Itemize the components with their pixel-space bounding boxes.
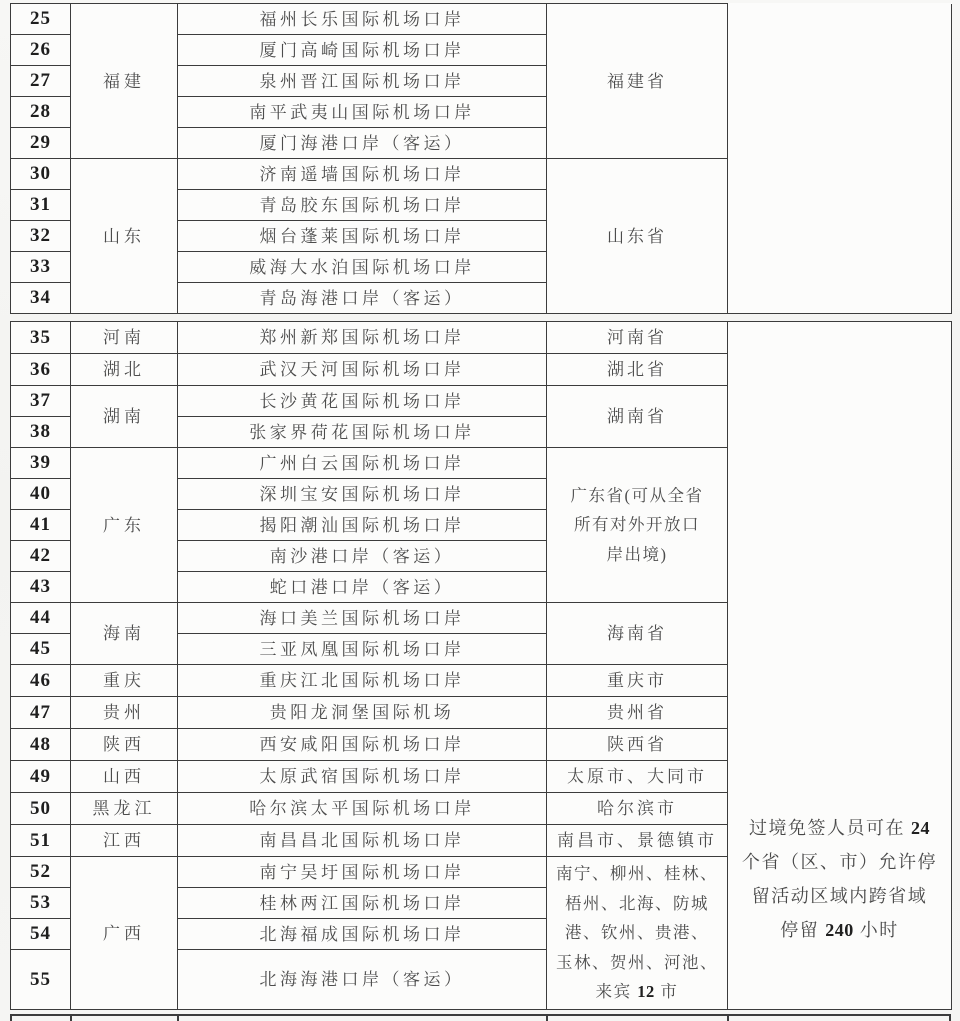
row-number-cell: 41	[11, 510, 71, 541]
region-cell: 南宁、柳州、桂林、 梧州、北海、防城 港、钦州、贵港、 玉林、贺州、河池、 来宾 12 市	[547, 857, 728, 1010]
row-number-cell: 45	[11, 634, 71, 665]
port-cell: 南宁吴圩国际机场口岸	[178, 857, 547, 888]
row-number-cell: 38	[11, 417, 71, 448]
province-cell: 福建	[71, 4, 178, 159]
province-cell: 陕西	[71, 729, 178, 761]
province-cell: 重庆	[71, 665, 178, 697]
region-cell: 河南省	[547, 322, 728, 354]
row-number-cell: 25	[11, 4, 71, 35]
port-cell: 蛇口港口岸（客运）	[178, 572, 547, 603]
port-cell: 哈尔滨太平国际机场口岸	[178, 793, 547, 825]
row-number-cell: 54	[11, 919, 71, 950]
next-table-top-edge	[10, 1014, 951, 1021]
province-cell: 广东	[71, 448, 178, 603]
port-cell: 泉州晋江国际机场口岸	[178, 66, 547, 97]
row-number-cell: 47	[11, 697, 71, 729]
region-cell: 陕西省	[547, 729, 728, 761]
region-cell: 重庆市	[547, 665, 728, 697]
port-cell: 厦门海港口岸（客运）	[178, 128, 547, 159]
row-number-cell: 40	[11, 479, 71, 510]
row-number-cell: 39	[11, 448, 71, 479]
table-grid-line	[949, 1016, 951, 1021]
port-cell: 济南遥墙国际机场口岸	[178, 159, 547, 190]
row-number-cell: 48	[11, 729, 71, 761]
port-cell: 郑州新郑国际机场口岸	[178, 322, 547, 354]
port-cell: 南平武夷山国际机场口岸	[178, 97, 547, 128]
region-cell: 哈尔滨市	[547, 793, 728, 825]
row-number-cell: 27	[11, 66, 71, 97]
row-number-cell: 34	[11, 283, 71, 314]
region-cell: 湖北省	[547, 354, 728, 386]
table-row	[11, 4, 952, 35]
row-number-cell: 44	[11, 603, 71, 634]
port-cell: 三亚凤凰国际机场口岸	[178, 634, 547, 665]
region-cell: 福建省	[547, 4, 728, 159]
port-cell: 厦门高崎国际机场口岸	[178, 35, 547, 66]
row-number-cell: 49	[11, 761, 71, 793]
province-cell: 江西	[71, 825, 178, 857]
province-cell: 河南	[71, 322, 178, 354]
port-cell: 烟台蓬莱国际机场口岸	[178, 221, 547, 252]
port-cell: 北海福成国际机场口岸	[178, 919, 547, 950]
port-cell: 福州长乐国际机场口岸	[178, 4, 547, 35]
port-cell: 重庆江北国际机场口岸	[178, 665, 547, 697]
row-number-cell: 51	[11, 825, 71, 857]
note-cell	[728, 4, 952, 314]
region-cell: 山东省	[547, 159, 728, 314]
province-cell: 山东	[71, 159, 178, 314]
row-number-cell: 33	[11, 252, 71, 283]
region-cell: 海南省	[547, 603, 728, 665]
row-number-cell: 30	[11, 159, 71, 190]
port-cell: 张家界荷花国际机场口岸	[178, 417, 547, 448]
row-number-cell: 26	[11, 35, 71, 66]
province-cell: 山西	[71, 761, 178, 793]
port-cell: 威海大水泊国际机场口岸	[178, 252, 547, 283]
port-cell: 贵阳龙洞堡国际机场	[178, 697, 547, 729]
region-cell: 太原市、大同市	[547, 761, 728, 793]
row-number-cell: 50	[11, 793, 71, 825]
port-cell: 南昌昌北国际机场口岸	[178, 825, 547, 857]
region-cell: 南昌市、景德镇市	[547, 825, 728, 857]
province-cell: 贵州	[71, 697, 178, 729]
port-cell: 青岛海港口岸（客运）	[178, 283, 547, 314]
region-cell: 广东省(可从全省 所有对外开放口 岸出境)	[547, 448, 728, 603]
table-grid-line	[177, 1016, 179, 1021]
province-cell: 湖北	[71, 354, 178, 386]
table-grid-line	[10, 1016, 12, 1021]
province-cell: 湖南	[71, 386, 178, 448]
table-grid-line	[727, 1016, 729, 1021]
ports-table-section-2	[10, 321, 952, 1010]
port-cell: 广州白云国际机场口岸	[178, 448, 547, 479]
province-cell: 海南	[71, 603, 178, 665]
port-cell: 青岛胶东国际机场口岸	[178, 190, 547, 221]
region-cell: 湖南省	[547, 386, 728, 448]
note-cell: 过境免签人员可在 24 个省（区、市）允许停 留活动区域内跨省域 停留 240 小时	[728, 322, 952, 1010]
table-row	[11, 322, 952, 354]
row-number-cell: 29	[11, 128, 71, 159]
row-number-cell: 55	[11, 950, 71, 1010]
port-cell: 海口美兰国际机场口岸	[178, 603, 547, 634]
ports-table-section-1	[10, 3, 952, 314]
port-cell: 太原武宿国际机场口岸	[178, 761, 547, 793]
port-cell: 深圳宝安国际机场口岸	[178, 479, 547, 510]
row-number-cell: 46	[11, 665, 71, 697]
port-cell: 西安咸阳国际机场口岸	[178, 729, 547, 761]
row-number-cell: 32	[11, 221, 71, 252]
row-number-cell: 52	[11, 857, 71, 888]
port-cell: 长沙黄花国际机场口岸	[178, 386, 547, 417]
row-number-cell: 36	[11, 354, 71, 386]
port-cell: 桂林两江国际机场口岸	[178, 888, 547, 919]
row-number-cell: 43	[11, 572, 71, 603]
port-cell: 武汉天河国际机场口岸	[178, 354, 547, 386]
province-cell: 广西	[71, 857, 178, 1010]
province-cell: 黑龙江	[71, 793, 178, 825]
port-cell: 南沙港口岸（客运）	[178, 541, 547, 572]
row-number-cell: 37	[11, 386, 71, 417]
ports-table-body-2	[11, 322, 952, 1010]
row-number-cell: 31	[11, 190, 71, 221]
row-number-cell: 35	[11, 322, 71, 354]
port-cell: 揭阳潮汕国际机场口岸	[178, 510, 547, 541]
table-grid-line	[70, 1016, 72, 1021]
port-cell: 北海海港口岸（客运）	[178, 950, 547, 1010]
row-number-cell: 53	[11, 888, 71, 919]
row-number-cell: 42	[11, 541, 71, 572]
region-cell: 贵州省	[547, 697, 728, 729]
row-number-cell: 28	[11, 97, 71, 128]
table-grid-line	[546, 1016, 548, 1021]
ports-table-body-1	[11, 4, 952, 314]
